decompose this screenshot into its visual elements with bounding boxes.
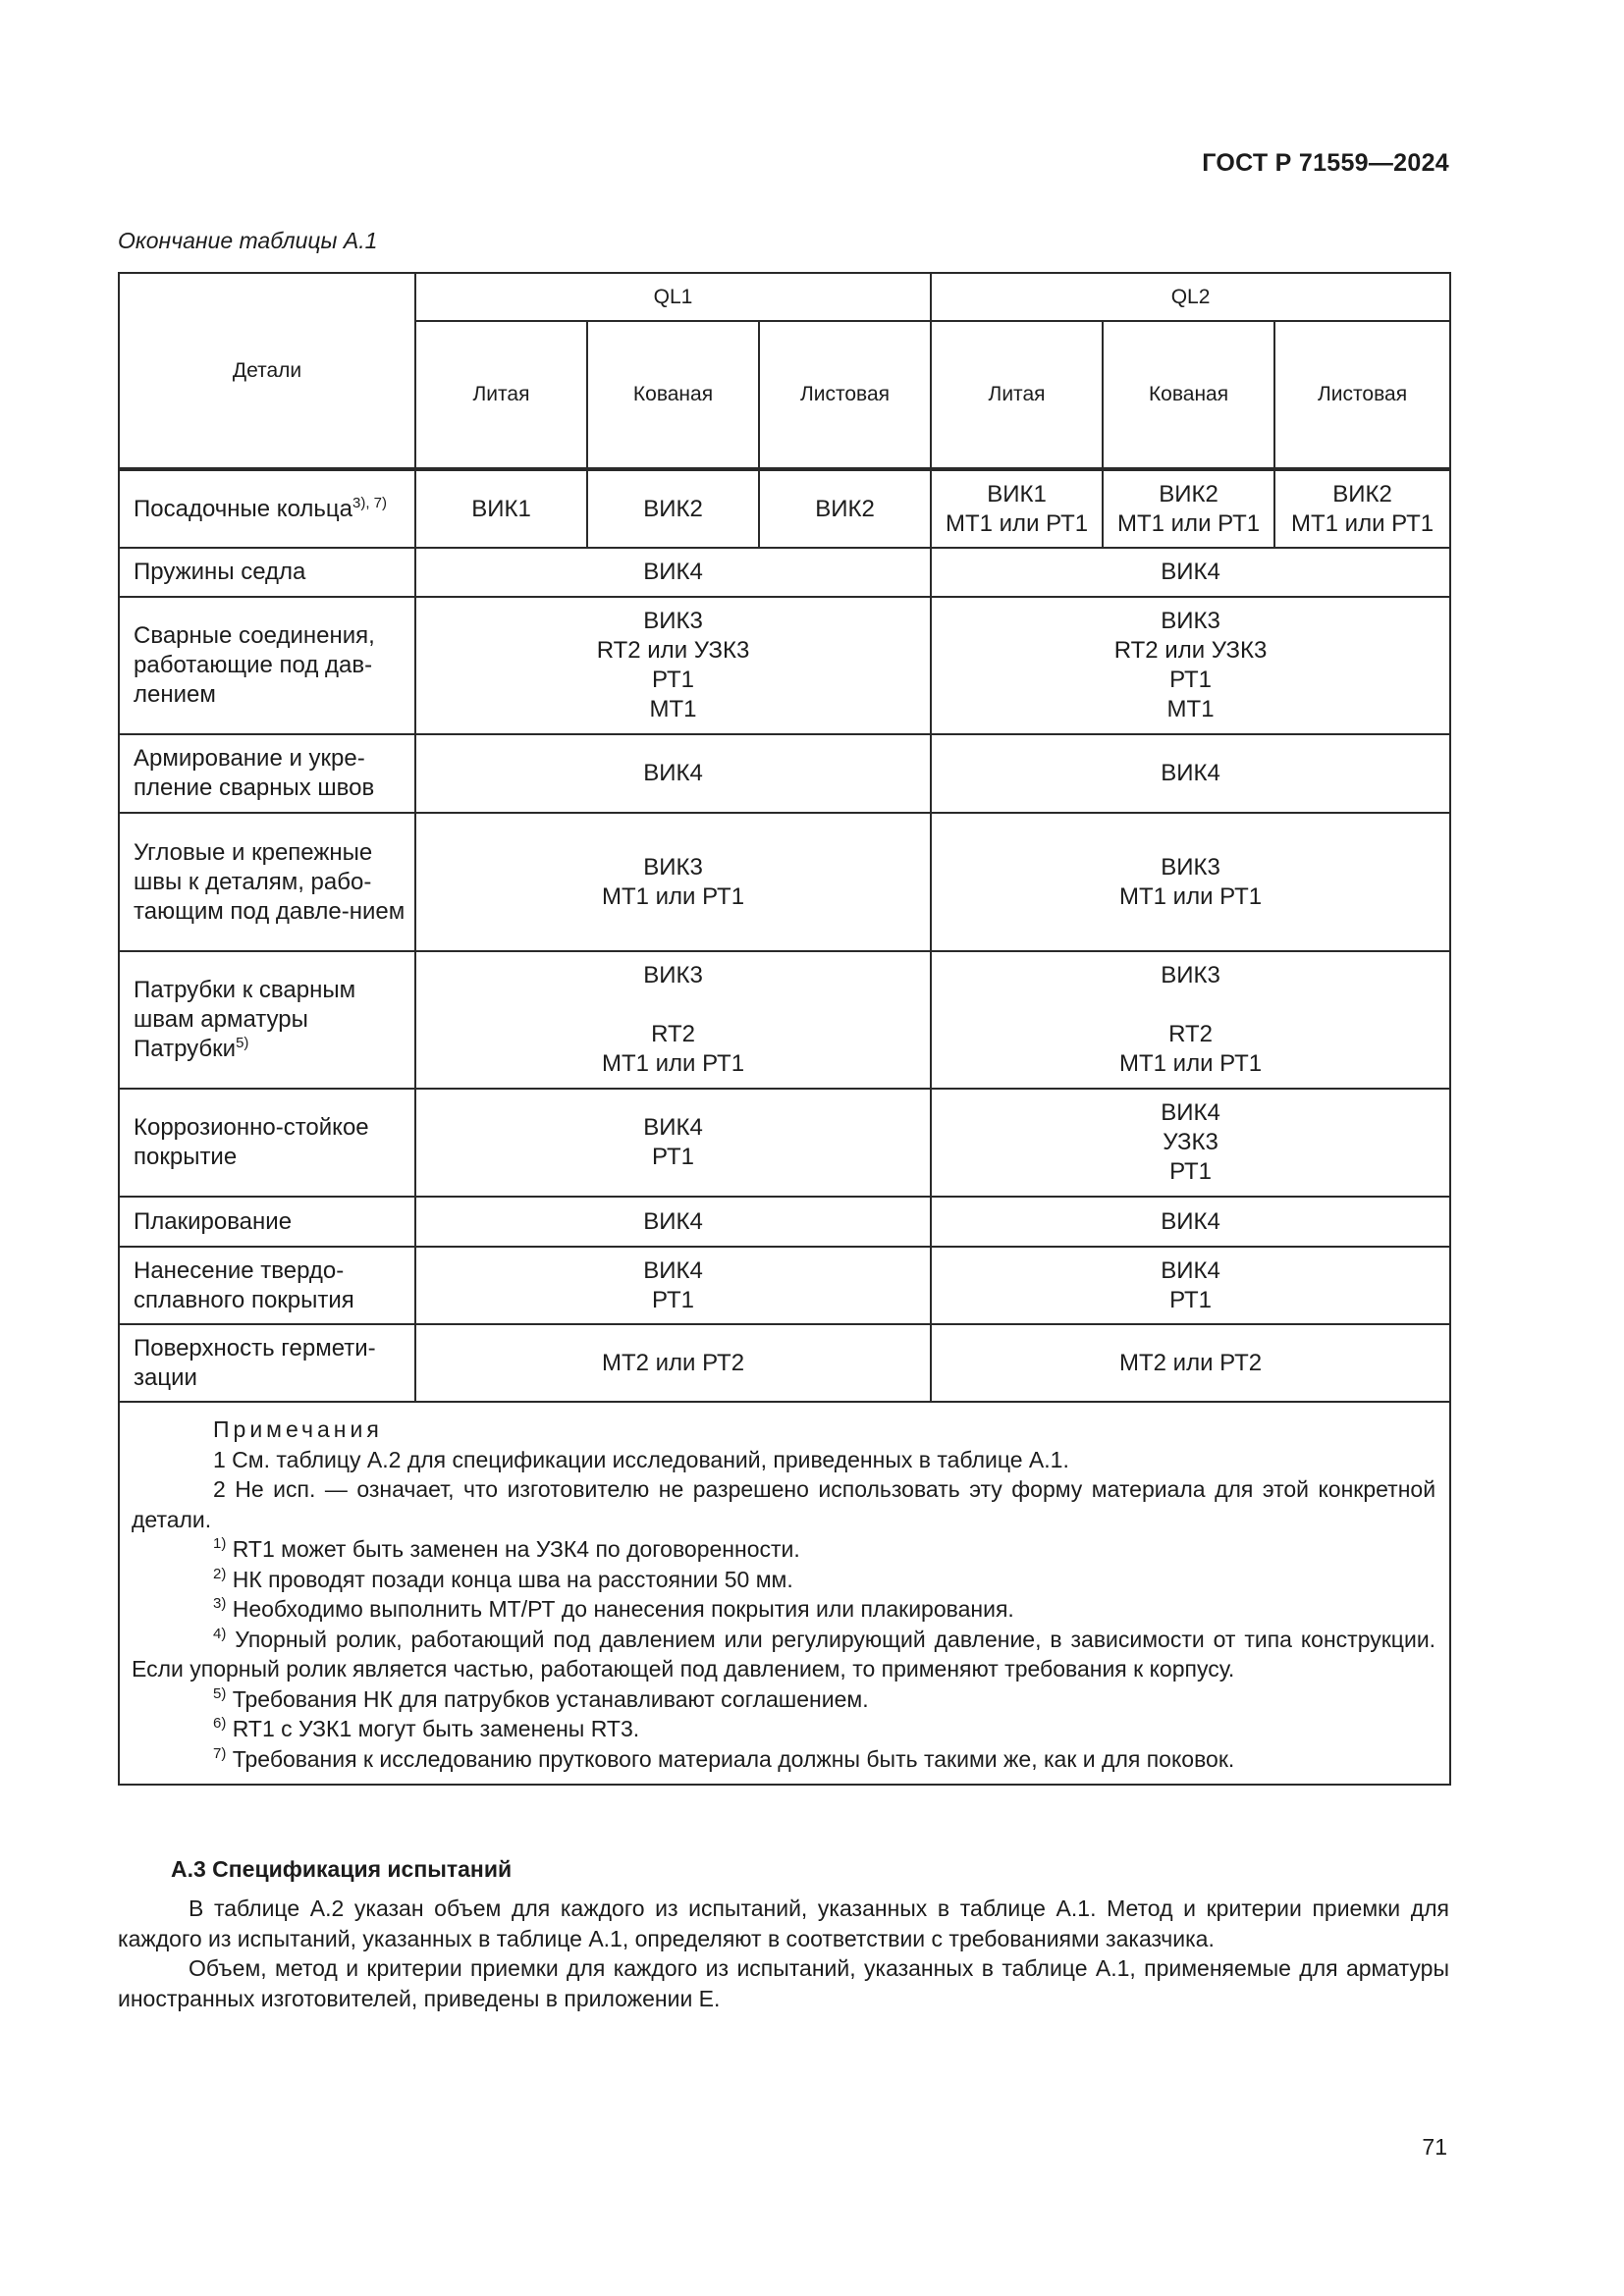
part-name — [119, 1247, 415, 1324]
cell-line — [938, 990, 1443, 1020]
table-cell — [415, 548, 931, 597]
cell-line: ВИК3 — [1161, 962, 1220, 988]
table-cell — [415, 813, 931, 951]
table-row — [119, 548, 1450, 597]
part-name — [119, 469, 415, 548]
cell-line: МТ1 или РТ1 — [945, 509, 1089, 537]
details-header: Детали — [119, 273, 415, 469]
part-text: Коррозионно-стойкое покрытие — [134, 1114, 369, 1170]
table-cell — [931, 548, 1450, 597]
cell-line: МТ1 или РТ1 — [1116, 509, 1261, 537]
cell-line: ВИК2 — [815, 495, 875, 522]
section-paragraph: В таблице А.2 указан объем для каждого из испытаний, указанных в таблице А.1. Метод и критерии приемки для каждого из испытаний, указанных в таблице А.1, определяют в соответствии с требованиями заказчика. — [118, 1896, 1449, 1951]
cell-line: МТ1 или РТ1 — [1291, 509, 1435, 537]
footnote-text: Упорный ролик, работающий под давлением или регулирующий давление, в зависимости от типа конструкции. Если упорный ролик является частью, работающей под давлением, то применяют требования к корпусу. — [132, 1626, 1436, 1682]
footnote-mark: 7) — [213, 1744, 227, 1762]
part-text: Поверхность гермети-зации — [134, 1334, 376, 1391]
table-cell — [759, 469, 931, 548]
footnote-mark: 1) — [213, 1535, 227, 1552]
table-cell — [931, 597, 1450, 734]
footnote-text: НК проводят позади конца шва на расстоянии 50 мм. — [226, 1566, 793, 1592]
footnote — [132, 1714, 1435, 1744]
part-name — [119, 1089, 415, 1197]
table-row — [119, 1247, 1450, 1324]
footnote-mark: 3) — [213, 1595, 227, 1612]
part-text: Плакирование — [134, 1207, 293, 1235]
cell-line: УЗК3 — [1163, 1129, 1218, 1155]
cell-line: ВИК1 — [987, 480, 1047, 507]
sub-header: Кованая — [587, 321, 759, 469]
sub-header: Листовая — [1274, 321, 1450, 469]
part-text: Патрубки к сварным швам арматуры Патрубки — [134, 977, 356, 1062]
footnote-mark: 4) — [213, 1625, 227, 1642]
cell-line: ВИК4 — [643, 1256, 703, 1284]
footnote-ref: 3), 7) — [352, 494, 387, 511]
group-header-ql1: QL1 — [415, 273, 931, 321]
cell-line: РТ1 — [652, 1144, 694, 1170]
table-cell — [415, 1089, 931, 1197]
cell-line: МТ1 или РТ1 — [1119, 882, 1263, 910]
cell-line: РТ1 — [652, 667, 694, 693]
part-name — [119, 734, 415, 813]
cell-line: RT2 — [1168, 1021, 1213, 1047]
table-row — [119, 469, 1450, 548]
table-cell — [415, 951, 931, 1089]
cell-line: МТ1 или РТ1 — [601, 1050, 745, 1077]
table-cell — [1274, 469, 1450, 548]
part-name — [119, 813, 415, 951]
cell-line: ВИК4 — [1161, 1256, 1220, 1284]
cell-line: ВИК4 — [643, 760, 703, 786]
part-text: Посадочные кольца — [134, 495, 352, 522]
cell-line: МТ1 или РТ1 — [1119, 1050, 1263, 1077]
spec-table — [118, 272, 1451, 1786]
cell-line: ВИК3 — [643, 853, 703, 881]
part-name — [119, 1197, 415, 1247]
footnote-text: RT1 может быть заменен на УЗК4 по договоренности. — [226, 1536, 800, 1562]
cell-line: ВИК4 — [643, 1207, 703, 1235]
footnote — [132, 1565, 1435, 1595]
sub-header: Кованая — [1103, 321, 1274, 469]
sub-header: Литая — [931, 321, 1103, 469]
table-cell — [415, 1247, 931, 1324]
cell-line: ВИК4 — [1161, 760, 1220, 786]
table-cell — [931, 734, 1450, 813]
table-cell — [415, 597, 931, 734]
sub-header: Листовая — [759, 321, 931, 469]
table-cell — [587, 469, 759, 548]
notes-title: Примечания — [213, 1416, 383, 1442]
part-name — [119, 951, 415, 1089]
cell-line: МТ2 или РТ2 — [1119, 1349, 1263, 1376]
cell-line: RT2 или УЗК3 — [596, 637, 750, 664]
cell-line: РТ1 — [652, 1286, 694, 1313]
cell-line: ВИК3 — [643, 962, 703, 988]
footnote — [132, 1625, 1435, 1684]
footnote — [132, 1684, 1435, 1715]
table-cell — [415, 469, 587, 548]
cell-line: МТ1 — [649, 696, 697, 722]
part-name — [119, 548, 415, 597]
cell-line: ВИК1 — [471, 495, 531, 522]
table-caption: Окончание таблицы А.1 — [118, 228, 378, 253]
footnote-text: Необходимо выполнить МТ/РТ до нанесения покрытия или плакирования. — [226, 1596, 1014, 1622]
cell-line: ВИК2 — [1332, 480, 1392, 507]
footnote — [132, 1744, 1435, 1775]
part-text: Сварные соединения, работающие под дав-лением — [134, 622, 375, 708]
table-row — [119, 1197, 1450, 1247]
cell-line: ВИК4 — [1161, 559, 1220, 585]
notes-cell — [119, 1402, 1450, 1785]
cell-line: МТ2 или РТ2 — [601, 1349, 745, 1376]
part-text: Угловые и крепежные швы к деталям, рабо-тающим под давле-нием — [134, 838, 406, 925]
part-name — [119, 597, 415, 734]
cell-line: ВИК2 — [1159, 480, 1218, 507]
table-row — [119, 813, 1450, 951]
footnote — [132, 1594, 1435, 1625]
table-cell — [1103, 469, 1274, 548]
cell-line: ВИК4 — [1161, 1207, 1220, 1235]
cell-line: ВИК2 — [643, 495, 703, 522]
cell-line: ВИК3 — [643, 608, 703, 634]
table-row — [119, 597, 1450, 734]
footnote-mark: 2) — [213, 1565, 227, 1582]
cell-line: РТ1 — [1169, 1158, 1213, 1185]
table-row — [119, 951, 1450, 1089]
footnote — [132, 1534, 1435, 1565]
cell-line — [422, 990, 924, 1020]
cell-line: МТ1 или РТ1 — [601, 882, 745, 910]
cell-line: МТ1 — [1166, 696, 1215, 722]
cell-line: ВИК4 — [643, 559, 703, 585]
footnote-ref: 5) — [236, 1035, 249, 1051]
footnote-text: Требования НК для патрубков устанавливают соглашением. — [226, 1685, 869, 1712]
part-text: Нанесение твердо-сплавного покрытия — [134, 1256, 354, 1313]
sub-header: Литая — [415, 321, 587, 469]
table-cell — [931, 469, 1103, 548]
cell-line: RT2 — [651, 1021, 695, 1047]
table-cell — [931, 951, 1450, 1089]
cell-line: ВИК4 — [643, 1114, 703, 1141]
footnote-mark: 6) — [213, 1715, 227, 1732]
note-line: 1 См. таблицу А.2 для спецификации исследований, приведенных в таблице А.1. — [213, 1446, 1069, 1472]
document-id: ГОСТ Р 71559—2024 — [1202, 149, 1449, 177]
table-cell — [415, 1197, 931, 1247]
page-number: 71 — [1422, 2134, 1447, 2160]
part-text: Пружины седла — [134, 559, 306, 585]
table-cell — [931, 1197, 1450, 1247]
part-name — [119, 1324, 415, 1402]
cell-line: РТ1 — [1169, 1286, 1213, 1313]
table-cell — [931, 1247, 1450, 1324]
table-row — [119, 1324, 1450, 1402]
cell-line: ВИК3 — [1161, 853, 1220, 881]
table-cell — [931, 1324, 1450, 1402]
section-title: А.3 Спецификация испытаний — [171, 1856, 513, 1882]
table-row — [119, 734, 1450, 813]
table-cell — [931, 813, 1450, 951]
cell-line: ВИК3 — [1161, 608, 1220, 634]
section-paragraph: Объем, метод и критерии приемки для каждого из испытаний, указанных в таблице А.1, применяемые для арматуры иностранных изготовителей, приведены в приложении Е. — [118, 1955, 1449, 2011]
note-line: 2 Не исп. — означает, что изготовителю не разрешено использовать эту форму материала для этой конкретной детали. — [132, 1476, 1436, 1532]
footnote-mark: 5) — [213, 1684, 227, 1702]
table-cell — [415, 1324, 931, 1402]
table-row — [119, 1089, 1450, 1197]
table-cell — [415, 734, 931, 813]
footnote-text: RT1 с УЗК1 могут быть заменены RT3. — [226, 1716, 640, 1741]
footnote-text: Требования к исследованию пруткового материала должны быть такими же, как и для поковок. — [226, 1745, 1235, 1772]
group-header-ql2: QL2 — [931, 273, 1450, 321]
cell-line: RT2 или УЗК3 — [1113, 637, 1268, 664]
cell-line: ВИК4 — [1161, 1099, 1220, 1126]
part-text: Армирование и укре-пление сварных швов — [134, 745, 375, 801]
cell-line: РТ1 — [1169, 667, 1213, 693]
table-cell — [931, 1089, 1450, 1197]
